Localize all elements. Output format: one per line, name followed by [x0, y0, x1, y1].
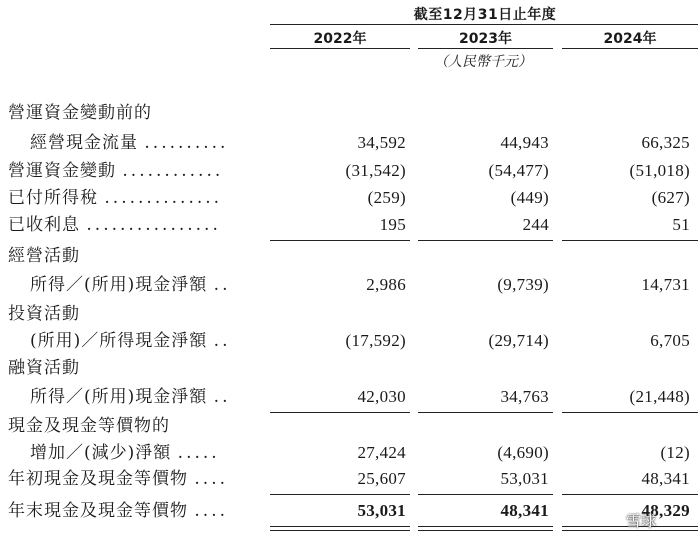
leader-dots: ..... [177, 443, 220, 463]
row-label [8, 243, 256, 269]
subtotal-rule [418, 412, 553, 413]
row-label-text: 現金及現金等價物的 [8, 416, 170, 436]
value-2022: 34,592 [357, 133, 406, 152]
subtotal-rule [562, 240, 698, 241]
subtotal-rule [562, 494, 698, 495]
row-label-text: 投資活動 [8, 304, 80, 324]
row-label [30, 130, 256, 156]
row-label [8, 212, 256, 238]
value-2023: 244 [522, 215, 549, 234]
year-rule-2023 [418, 48, 553, 49]
value-2023: (54,477) [488, 161, 549, 180]
row-label [30, 384, 256, 410]
value-2022: 53,031 [357, 501, 406, 520]
year-2022: 2022年 [313, 31, 367, 47]
subtotal-rule [270, 412, 410, 413]
row-label-text: 經營現金流量 [30, 133, 138, 153]
subtotal-rule [418, 240, 553, 241]
value-2022: 2,986 [366, 275, 406, 294]
row-label [30, 328, 256, 354]
leader-dots: .. [213, 331, 231, 351]
leader-dots: .... [194, 501, 229, 521]
value-2024: 14,731 [641, 275, 690, 294]
total-double-rule [270, 530, 410, 531]
watermark-text: 雪球 [626, 512, 657, 530]
value-2024: 51 [672, 215, 690, 234]
row-label-text: 年初現金及現金等價物 [8, 469, 188, 489]
row-label-text: 增加／(減少)淨額 [30, 443, 172, 463]
row-label [8, 466, 256, 492]
row-label [8, 413, 256, 439]
row-label-text: 所得／(所用)現金淨額 [30, 387, 208, 407]
value-2022: (17,592) [345, 331, 406, 350]
value-2024: 48,341 [641, 469, 690, 488]
total-double-rule [418, 530, 553, 531]
row-label-text: 融資活動 [8, 358, 80, 378]
subtotal-rule [270, 240, 410, 241]
value-2024: (51,018) [629, 161, 690, 180]
value-2023: (9,739) [497, 275, 549, 294]
value-2022: (31,542) [345, 161, 406, 180]
unit-label: （人民幣千元） [434, 54, 532, 70]
value-2024: (21,448) [629, 387, 690, 406]
value-2023: 34,763 [500, 387, 549, 406]
total-double-rule [270, 526, 410, 527]
value-2024: 48,329 [641, 501, 690, 520]
value-2023: (449) [510, 188, 549, 207]
row-label [8, 498, 256, 524]
year-rule-2022 [270, 48, 410, 49]
row-label-text: 經營活動 [8, 246, 80, 266]
value-2023: 48,341 [500, 501, 549, 520]
row-label-text: 已付所得稅 [8, 188, 98, 208]
leader-dots: .... [194, 469, 229, 489]
value-2022: 25,607 [357, 469, 406, 488]
total-double-rule [418, 526, 553, 527]
row-label-text: 營運資金變動前的 [8, 103, 152, 123]
value-2022: 195 [379, 215, 406, 234]
row-label [8, 100, 256, 126]
subtotal-rule [418, 494, 553, 495]
row-label-text: (所用)／所得現金淨額 [30, 331, 208, 351]
value-2024: (12) [660, 443, 690, 462]
row-label [8, 355, 256, 381]
subtotal-rule [562, 412, 698, 413]
value-2023: (4,690) [497, 443, 549, 462]
leader-dots: ............ [122, 161, 224, 181]
value-2024: 6,705 [650, 331, 690, 350]
value-2024: 66,325 [641, 133, 690, 152]
row-label-text: 所得／(所用)現金淨額 [30, 275, 208, 295]
leader-dots: .............. [104, 188, 223, 208]
value-2023: 53,031 [500, 469, 549, 488]
row-label [30, 272, 256, 298]
row-label [30, 440, 256, 466]
leader-dots: .......... [144, 133, 229, 153]
leader-dots: .. [213, 387, 231, 407]
row-label [8, 158, 256, 184]
year-rule-2024 [562, 48, 698, 49]
leader-dots: .. [213, 275, 231, 295]
period-header-rule [270, 24, 698, 25]
value-2023: (29,714) [488, 331, 549, 350]
year-2023: 2023年 [459, 31, 512, 47]
row-label-text: 已收利息 [8, 215, 80, 235]
value-2023: 44,943 [500, 133, 549, 152]
subtotal-rule [270, 494, 410, 495]
year-2024: 2024年 [603, 31, 657, 47]
row-label-text: 營運資金變動 [8, 161, 116, 181]
value-2022: 42,030 [357, 387, 406, 406]
value-2022: (259) [367, 188, 406, 207]
value-2024: (627) [651, 188, 690, 207]
row-label [8, 185, 256, 211]
value-2022: 27,424 [357, 443, 406, 462]
leader-dots: ................ [86, 215, 221, 235]
row-label [8, 301, 256, 327]
row-label-text: 年末現金及現金等價物 [8, 501, 188, 521]
period-header: 截至12月31日止年度 [413, 7, 557, 23]
